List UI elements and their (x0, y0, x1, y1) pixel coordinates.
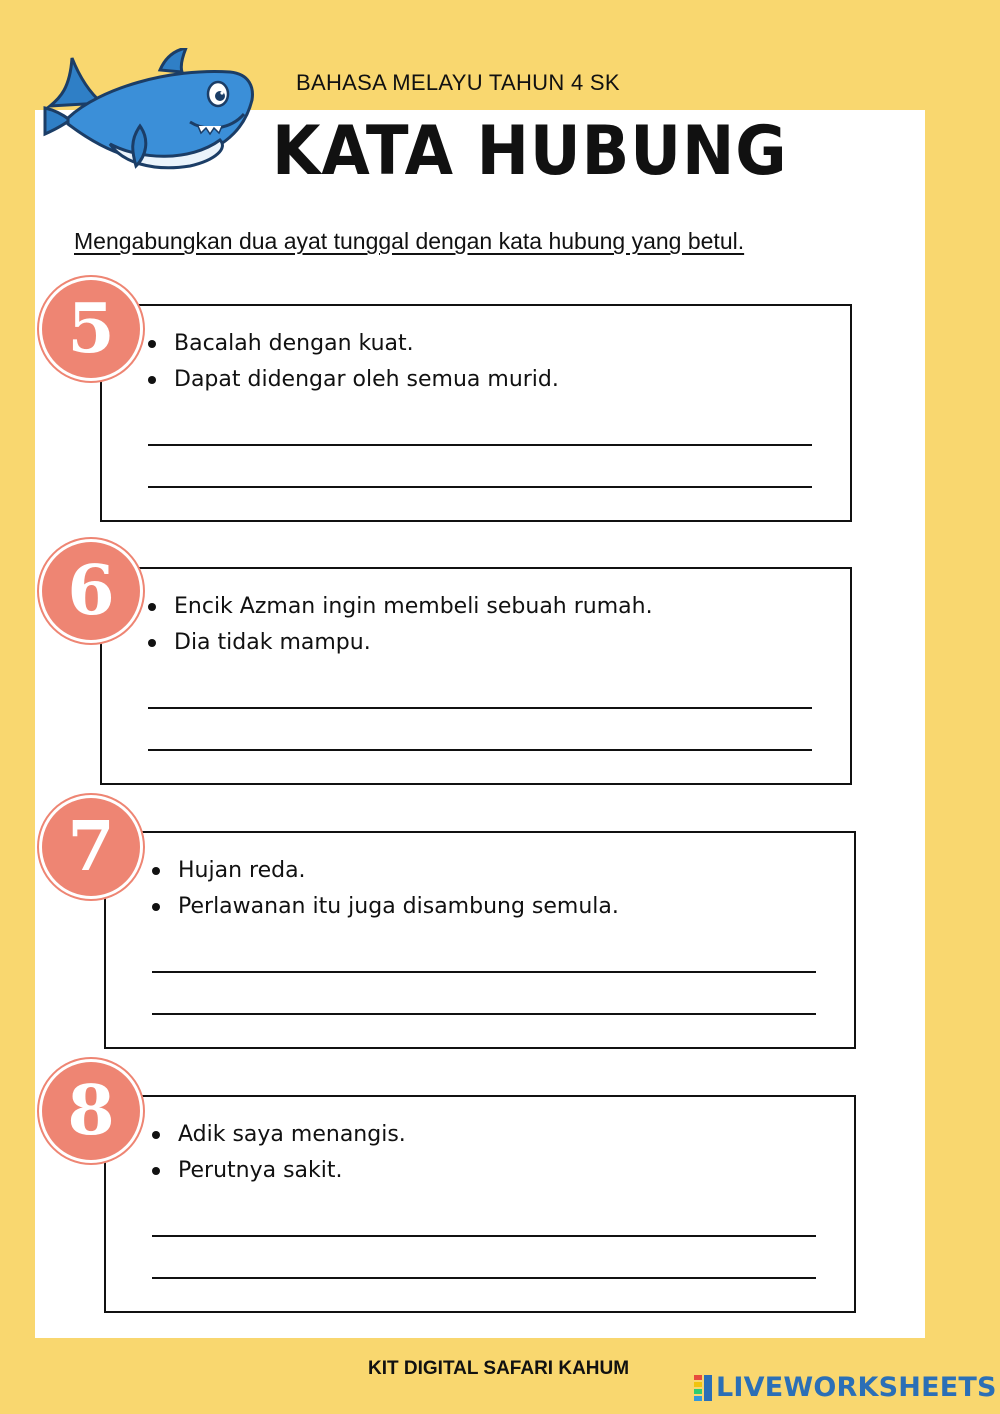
answer-line[interactable] (152, 971, 816, 973)
question-number-badge (42, 542, 140, 640)
shark-icon (40, 48, 260, 178)
sentence-item: Dia tidak mampu. (144, 625, 653, 661)
question-number: 7 (67, 807, 115, 887)
question-box-5 (100, 304, 852, 522)
sentence-item: Hujan reda. (148, 853, 619, 889)
question-number-badge (42, 798, 140, 896)
sentence-item: Encik Azman ingin membeli sebuah rumah. (144, 589, 653, 625)
sentence-item: Bacalah dengan kuat. (144, 326, 559, 362)
question-box-7 (104, 831, 856, 1049)
sentence-list (144, 326, 559, 398)
answer-line[interactable] (148, 749, 812, 751)
question-number: 5 (67, 289, 115, 369)
answer-line[interactable] (148, 486, 812, 488)
question-number: 6 (67, 551, 115, 631)
sentence-item: Perlawanan itu juga disambung semula. (148, 889, 619, 925)
worksheet-title: KATA HUBUNG (272, 112, 788, 191)
answer-line[interactable] (152, 1013, 816, 1015)
answer-line[interactable] (152, 1277, 816, 1279)
sentence-item: Dapat didengar oleh semua murid. (144, 362, 559, 398)
answer-line[interactable] (148, 444, 812, 446)
liveworksheets-logo-icon (694, 1375, 712, 1401)
sentence-item: Perutnya sakit. (148, 1153, 406, 1189)
question-box-8 (104, 1095, 856, 1313)
question-number: 8 (67, 1071, 115, 1151)
question-box-6 (100, 567, 852, 785)
brand-name: LIVEWORKSHEETS (716, 1372, 997, 1403)
liveworksheets-brand[interactable] (694, 1372, 997, 1403)
footer-credit: KIT DIGITAL SAFARI KAHUM (368, 1358, 630, 1379)
sentence-list (148, 1117, 406, 1189)
instruction-text: Mengabungkan dua ayat tunggal dengan kata hubung yang betul. (74, 228, 745, 254)
worksheet-subtitle: BAHASA MELAYU TAHUN 4 SK (296, 70, 620, 95)
question-number-badge (42, 1062, 140, 1160)
question-number-badge (42, 280, 140, 378)
sentence-list (148, 853, 619, 925)
sentence-list (144, 589, 653, 661)
answer-line[interactable] (152, 1235, 816, 1237)
sentence-item: Adik saya menangis. (148, 1117, 406, 1153)
answer-line[interactable] (148, 707, 812, 709)
